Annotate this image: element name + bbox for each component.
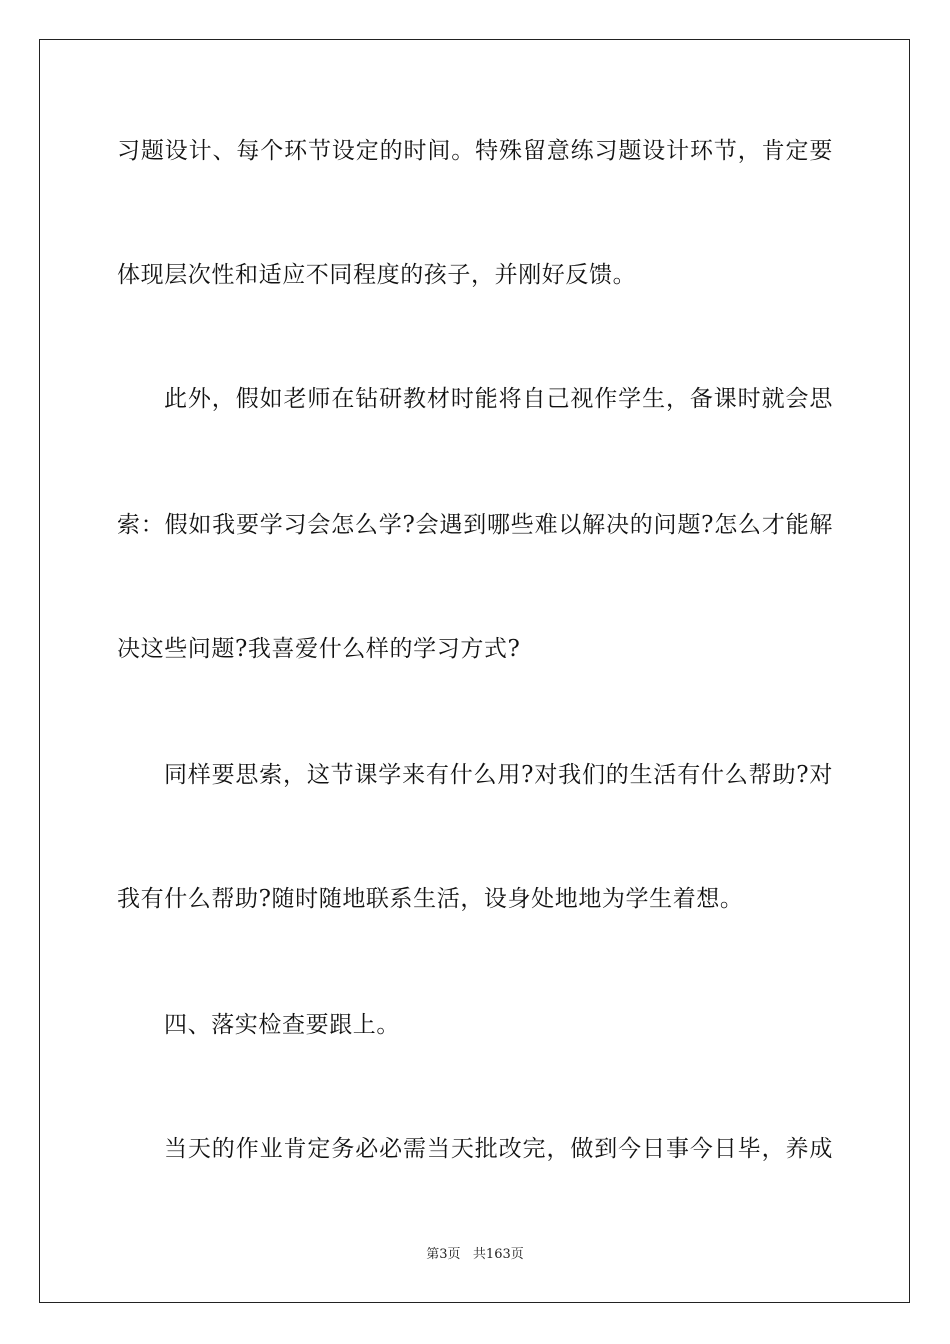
paragraph-line: 我有什么帮助?随时随地联系生活，设身处地地为学生着想。 [117,886,744,912]
page-footer [0,1246,950,1264]
paragraph-line: 索：假如我要学习会怎么学?会遇到哪些难以解决的问题?怎么才能解 [117,512,833,538]
paragraph-line: 当天的作业肯定务必必需当天批改完，做到今日事今日毕，养成 [164,1136,833,1162]
paragraph-line: 决这些问题?我喜爱什么样的学习方式? [117,636,521,662]
paragraph-line: 体现层次性和适应不同程度的孩子，并刚好反馈。 [117,262,637,288]
paragraph-line: 同样要思索，这节课学来有什么用?对我们的生活有什么帮助?对 [164,762,833,788]
page-border [39,39,910,1303]
page-number: 第3页 [426,1247,461,1262]
page-total: 共163页 [472,1247,524,1262]
paragraph-line: 此外，假如老师在钻研教材时能将自己视作学生，备课时就会思 [164,386,833,412]
section-heading: 四、落实检查要跟上。 [164,1012,400,1038]
paragraph-line: 习题设计、每个环节设定的时间。特殊留意练习题设计环节，肯定要 [117,138,833,164]
